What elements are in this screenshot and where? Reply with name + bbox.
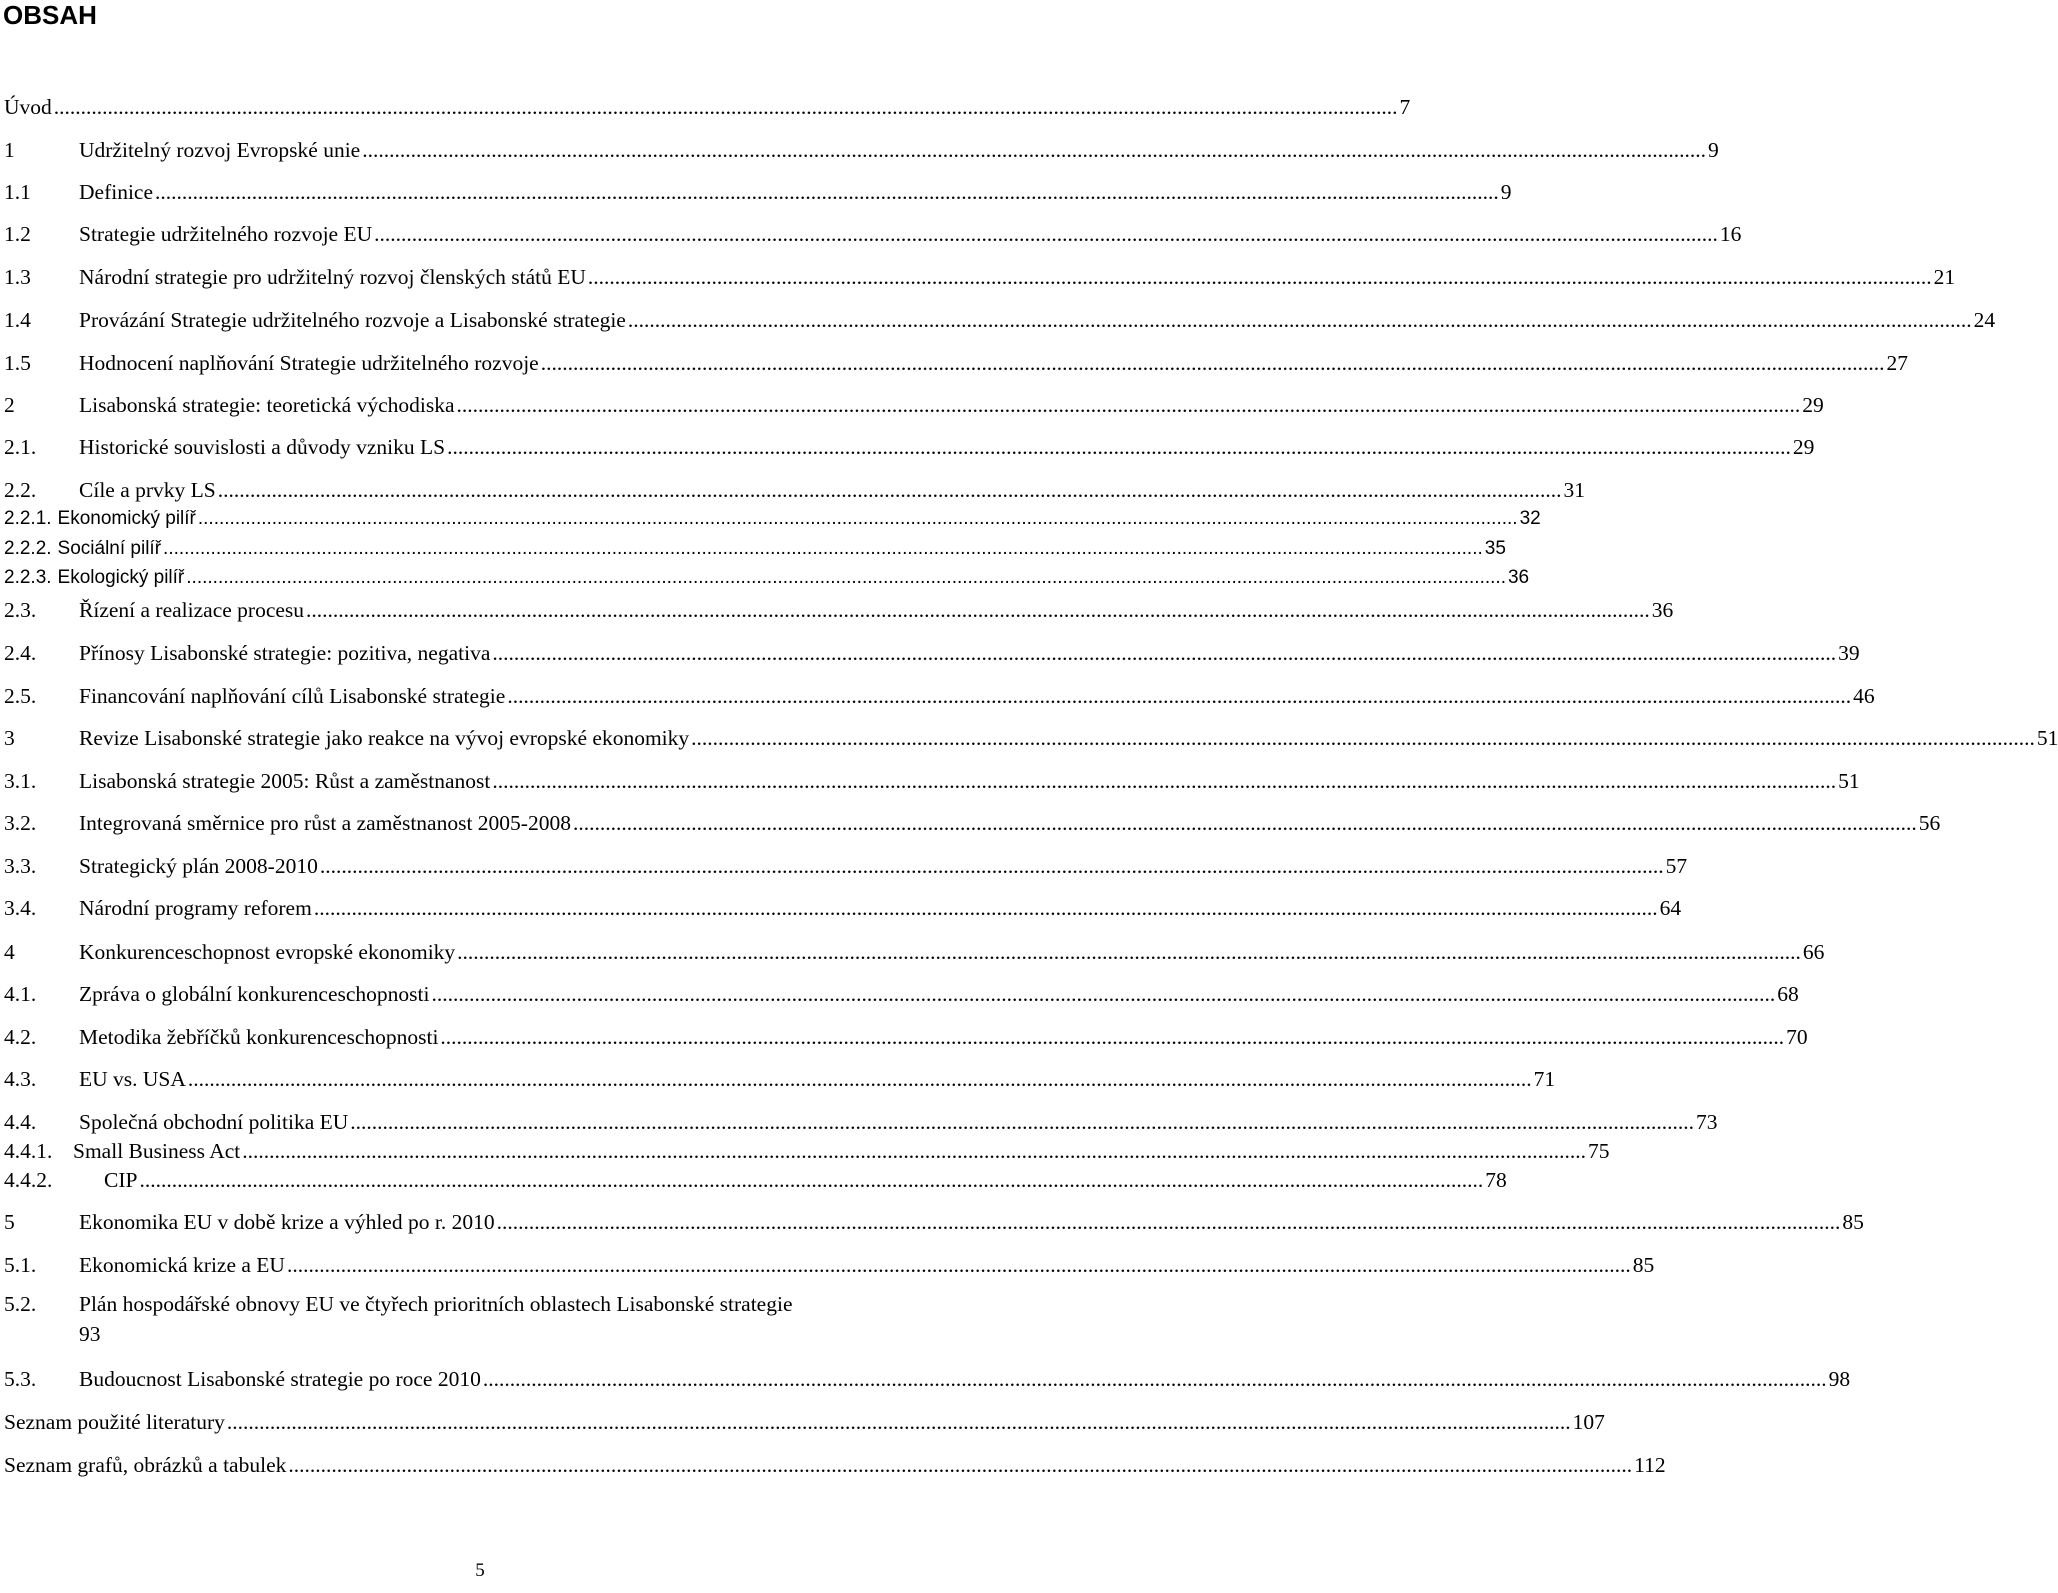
toc-entry-page: 29 (1792, 435, 1815, 459)
toc-entry[interactable] (4, 133, 1719, 163)
toc-entry-number: 4.4. (4, 1110, 37, 1134)
toc-entry-page: 93 (79, 1322, 101, 1346)
toc-entry-number: 1.5 (4, 351, 31, 375)
toc-entry-number: 5.3. (4, 1367, 37, 1391)
toc-entry-page: 24 (1973, 308, 1996, 332)
toc-entry-title: Budoucnost Lisabonské strategie po roce 2010 (79, 1367, 481, 1391)
toc-entry-page: 66 (1802, 940, 1825, 964)
toc-leader-dots (320, 853, 1664, 879)
toc-entry-page: 27 (1886, 351, 1908, 375)
toc-leader-dots (691, 725, 2035, 751)
toc-entry-number: 2 (4, 393, 15, 417)
toc-entry[interactable] (4, 388, 1824, 418)
toc-entry-title: Sociální pilíř (57, 538, 162, 559)
toc-entry[interactable] (4, 532, 1506, 562)
toc-entry[interactable] (4, 1105, 1718, 1135)
toc-leader-dots (227, 1409, 1571, 1435)
toc-entry-title: Strategie udržitelného rozvoje EU (79, 222, 373, 246)
toc-leader-dots (483, 1366, 1827, 1392)
toc-entry-title: Národní programy reforem (79, 896, 312, 920)
toc-entry[interactable] (4, 679, 1875, 709)
toc-entry-number: 2.4. (4, 641, 37, 665)
toc-entry-title: Řízení a realizace procesu (79, 598, 305, 622)
toc-entry-number: 2.2. (4, 478, 37, 502)
toc-entry-page: 75 (1587, 1139, 1610, 1163)
toc-entry-title: Metodika žebříčků konkurenceschopnosti (79, 1025, 439, 1049)
toc-entry-title: Provázání Strategie udržitelného rozvoje a Lisabonské strategie (79, 308, 626, 332)
toc-entry-page: 32 (1519, 508, 1541, 529)
toc-entry-number: 3.3. (4, 854, 37, 878)
toc-leader-dots (431, 981, 1775, 1007)
toc-entry-title: Zpráva o globální konkurenceschopnosti (79, 982, 430, 1006)
toc-entry-title: Hodnocení naplňování Strategie udržitelného rozvoje (79, 351, 539, 375)
toc-entry[interactable] (4, 764, 1860, 794)
toc-entry-title: Revize Lisabonské strategie jako reakce na vývoj evropské ekonomiky (79, 726, 690, 750)
toc-entry-title: Cíle a prvky LS (79, 478, 216, 502)
toc-entry[interactable] (4, 1291, 946, 1353)
toc-entry-page: 7 (1399, 95, 1411, 119)
toc-entry-page: 68 (1777, 982, 1799, 1006)
toc-entry[interactable] (4, 891, 1682, 921)
toc-entry-title: Konkurenceschopnost evropské ekonomiky (79, 940, 456, 964)
toc-entry-number: 4 (4, 940, 15, 964)
toc-entry-page: 31 (1563, 478, 1585, 502)
toc-entry-page: 51 (2036, 726, 2058, 750)
toc-entry-title: Plán hospodářské obnovy EU ve čtyřech prioritních oblastech Lisabonské strategie (79, 1292, 793, 1316)
toc-entry-title: Financování naplňování cílů Lisabonské strategie (79, 684, 506, 708)
toc-entry-title: EU vs. USA (79, 1067, 186, 1091)
toc-leader-dots (218, 477, 1562, 503)
toc-entry-number: 5.1. (4, 1253, 37, 1277)
toc-entry-title: Definice (79, 180, 154, 204)
toc-entry[interactable] (4, 593, 1674, 623)
toc-entry[interactable] (4, 1163, 1507, 1193)
toc-leader-dots (350, 1109, 1694, 1135)
toc-entry[interactable] (4, 217, 1742, 247)
toc-entry-number: 4.3. (4, 1067, 37, 1091)
toc-entry[interactable] (4, 1362, 1851, 1392)
toc-leader-dots (186, 565, 1506, 591)
toc-entry-page: 56 (1918, 811, 1941, 835)
toc-entry-page: 98 (1828, 1367, 1851, 1391)
toc-entry[interactable] (4, 1405, 1605, 1435)
toc-entry-page: 39 (1838, 641, 1860, 665)
toc-leader-dots (288, 1452, 1632, 1478)
toc-entry-page: 64 (1659, 896, 1682, 920)
toc-entry[interactable] (4, 1020, 1808, 1050)
toc-entry-title: Ekonomika EU v době krize a výhled po r. 2010 (79, 1210, 495, 1234)
toc-leader-dots (163, 536, 1483, 562)
toc-entry-page: 78 (1485, 1168, 1507, 1192)
toc-entry-number: 2.1. (4, 435, 37, 459)
toc-entry-title: Společná obchodní politika EU (79, 1110, 349, 1134)
toc-entry-number: 1.3 (4, 265, 31, 289)
toc-entry-page: 57 (1665, 854, 1688, 878)
toc-leader-dots (447, 434, 1791, 460)
toc-entry[interactable] (4, 473, 1585, 503)
toc-entry-title: Seznam grafů, obrázků a tabulek (4, 1453, 287, 1477)
toc-entry-number: 2.3. (4, 598, 37, 622)
toc-leader-dots (628, 307, 1972, 333)
toc-leader-dots (497, 1209, 1841, 1235)
toc-entry-title: Lisabonská strategie 2005: Růst a zaměstnanost (79, 769, 491, 793)
toc-entry[interactable] (4, 806, 1941, 836)
toc-leader-dots (287, 1252, 1631, 1278)
toc-entry-page: 36 (1651, 598, 1674, 622)
toc-entry-page: 85 (1842, 1210, 1864, 1234)
toc-entry-number: 5 (4, 1210, 15, 1234)
toc-leader-dots (457, 939, 1801, 965)
toc-entry-page: 51 (1838, 769, 1860, 793)
toc-entry-number: 1.4 (4, 308, 31, 332)
toc-entry-title: Integrovaná směrnice pro růst a zaměstnanost 2005-2008 (79, 811, 571, 835)
toc-leader-dots (492, 768, 1836, 794)
toc-entry[interactable] (4, 502, 1541, 532)
toc-entry[interactable] (4, 260, 1956, 290)
toc-entry-number: 3.2. (4, 811, 37, 835)
toc-entry[interactable] (4, 721, 2058, 751)
toc-entry-number: 1 (4, 138, 15, 162)
toc-leader-dots (588, 264, 1932, 290)
toc-leader-dots (198, 506, 1518, 532)
toc-entry[interactable] (4, 1134, 1610, 1164)
toc-entry[interactable] (4, 175, 1512, 205)
toc-leader-dots (314, 895, 1658, 921)
toc-leader-dots (440, 1024, 1784, 1050)
toc-entry[interactable] (4, 1062, 1556, 1092)
toc-leader-dots (573, 810, 1917, 836)
toc-entry-number: 1.1 (4, 180, 31, 204)
toc-entry-number: 3.4. (4, 896, 37, 920)
toc-entry-title: CIP (104, 1168, 138, 1192)
toc-entry-title: Národní strategie pro udržitelný rozvoj členských států EU (79, 265, 586, 289)
toc-leader-dots (188, 1066, 1532, 1092)
toc-entry-title: Ekonomická krize a EU (79, 1253, 285, 1277)
toc-entry-page: 9 (1500, 180, 1512, 204)
toc-entry[interactable] (4, 935, 1825, 965)
toc-entry-number: 5.2. (4, 1292, 37, 1316)
toc-entry-number: 4.4.1. (4, 1139, 53, 1163)
toc-entry-number: 1.2 (4, 222, 31, 246)
toc-entry[interactable] (4, 430, 1815, 460)
toc-entry-title: Ekonomický pilíř (57, 508, 196, 529)
toc-entry-page: 70 (1786, 1025, 1808, 1049)
toc-leader-dots (457, 392, 1801, 418)
toc-entry-page: 21 (1933, 265, 1956, 289)
toc-entry[interactable] (4, 303, 1996, 333)
toc-entry-number: 2.2.2. (4, 538, 52, 559)
toc-entry-page: 36 (1507, 567, 1530, 588)
toc-leader-dots (139, 1167, 1483, 1193)
toc-leader-dots (507, 683, 1851, 709)
page-title: OBSAH (3, 0, 97, 30)
toc-entry-number: 4.2. (4, 1025, 37, 1049)
toc-leader-dots (155, 179, 1499, 205)
toc-entry[interactable] (4, 1248, 1655, 1278)
toc-entry-number: 3.1. (4, 769, 37, 793)
toc-entry-title: Strategický plán 2008-2010 (79, 854, 318, 878)
toc-entry-page: 46 (1853, 684, 1875, 708)
toc-leader-dots (54, 94, 1398, 120)
toc-leader-dots (362, 137, 1706, 163)
toc-entry[interactable] (4, 346, 1908, 376)
toc-leader-dots (306, 597, 1650, 623)
toc-entry-title: Lisabonská strategie: teoretická východiska (79, 393, 455, 417)
toc-entry[interactable] (4, 1448, 1666, 1478)
toc-entry-number: 3 (4, 726, 15, 750)
toc-entry-page: 16 (1719, 222, 1742, 246)
toc-entry[interactable] (4, 849, 1688, 879)
toc-leader-dots (374, 221, 1718, 247)
toc-entry-number: 2.2.1. (4, 508, 52, 529)
toc-entry-title: Úvod (4, 95, 52, 119)
toc-entry-page: 9 (1707, 138, 1719, 162)
toc-entry-page: 29 (1802, 393, 1824, 417)
toc-entry-title: Small Business Act (73, 1139, 241, 1163)
page-number: 5 (475, 1560, 485, 1581)
toc-entry-page: 35 (1484, 538, 1506, 559)
toc-leader-dots (492, 640, 1836, 666)
toc-entry[interactable] (4, 1205, 1864, 1235)
toc-leader-dots (541, 350, 1885, 376)
toc-entry-title: Udržitelný rozvoj Evropské unie (79, 138, 361, 162)
toc-entry-page: 73 (1696, 1110, 1718, 1134)
toc-entry-page: 112 (1634, 1453, 1666, 1477)
toc-entry-title: Ekologický pilíř (57, 567, 185, 588)
toc-entry-title: Seznam použité literatury (4, 1410, 225, 1434)
toc-entry-title: Historické souvislosti a důvody vzniku LS (79, 435, 446, 459)
toc-entry-page: 85 (1632, 1253, 1655, 1277)
toc-entry-page: 71 (1533, 1067, 1556, 1091)
toc-entry-page: 107 (1572, 1410, 1605, 1434)
toc-entry-number: 4.1. (4, 982, 37, 1006)
toc-entry-number: 2.5. (4, 684, 37, 708)
toc-entry[interactable] (4, 561, 1530, 591)
toc-entry[interactable] (4, 90, 1411, 120)
toc-entry-title: Přínosy Lisabonské strategie: pozitiva, negativa (79, 641, 491, 665)
toc-entry-number: 4.4.2. (4, 1168, 53, 1192)
toc-entry[interactable] (4, 977, 1799, 1007)
toc-entry-number: 2.2.3. (4, 567, 52, 588)
toc-entry[interactable] (4, 636, 1860, 666)
toc-leader-dots (242, 1138, 1586, 1164)
